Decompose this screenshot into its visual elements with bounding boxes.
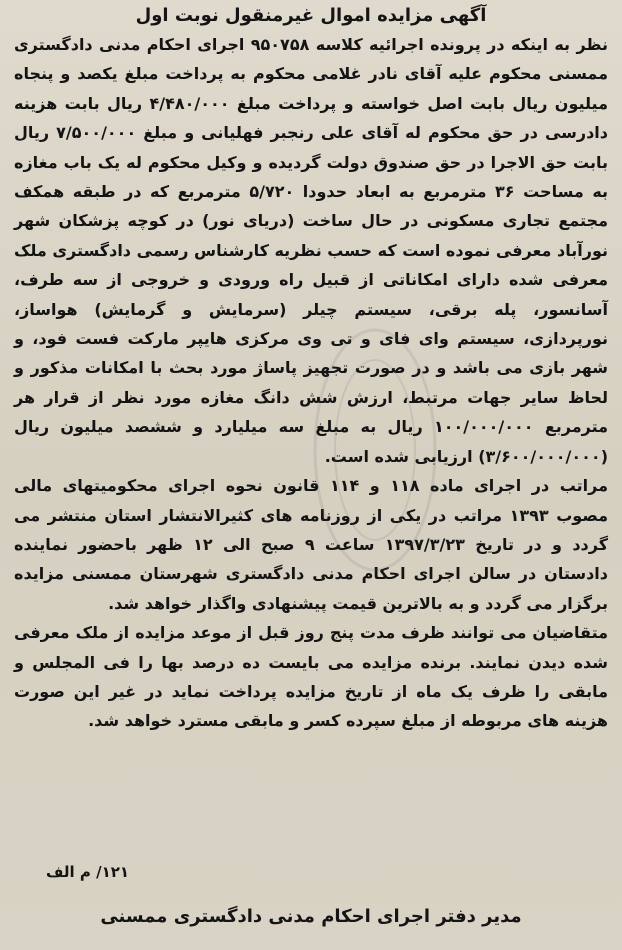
footer-signature: مدیر دفتر اجرای احکام مدنی دادگستری ممسنی (100, 906, 522, 927)
notice-title: آگهی مزایده اموال غیرمنقول نوبت اول (135, 5, 487, 26)
notice-paragraph-1: نظر به اینکه در پرونده اجرائیه کلاسه ۹۵۰۷۵۸ اجرای احکام مدنی دادگستری ممسنی محکوم علیه آقای نادر غلامی محکوم به پرداخت مبلغ یکصد و پنجاه میلیون ریال بابت اصل خواسته و پرداخت مبلغ ۴/۴۸۰/۰۰۰ ریال بابت هزینه دادرسی در حق محکوم له آقای علی رنجبر فهلیانی و مبلغ ۷/۵۰۰/۰۰۰ ریال بابت حق الاجرا در حق صندوق دولت گردیده و وکیل محکوم له یک باب مغازه به مساحت ۳۶ مترمربع به ابعاد حدودا ۵/۷۲۰ مترمربع که در طبقه همکف مجتمع تجاری مسکونی در حال ساخت (دریای نور) در کوچه پزشکان شهر نورآباد معرفی نموده است که حسب نظریه کارشناس رسمی دادگستری ملک معرفی شده دارای امکاناتی از قبیل راه ورودی و خروجی از سه طرف، آسانسور، پله برقی، سیستم چیلر (سرمایش و گرمایش) هواساز، نورپردازی، سیستم وای فای و تی وی مرکزی هایپر مارکت فست فود، و شهر بازی می باشد و در صورت تجهیز پاساژ مورد بحث با امکانات مذکور و لحاظ سایر جهات مرتبط، ارزش شش دانگ مغازه مورد نظر از قرار هر مترمربع ۱۰۰/۰۰۰/۰۰۰ ریال به مبلغ سه میلیارد و ششصد میلیون ریال (۳/۶۰۰/۰۰۰/۰۰۰) ارزیابی شده است. (13, 35, 609, 466)
reference-code: ۱۲۱/ م الف (46, 863, 130, 881)
notice-paragraph-2: مراتب در اجرای ماده ۱۱۸ و ۱۱۴ قانون نحوه اجرای محکومیتهای مالی مصوب ۱۳۹۳ مراتب در یکی از روزنامه های کثیرالانتشار استان منتشر می گردد و در تاریخ ۱۳۹۷/۳/۲۳ ساعت ۹ صبح الی ۱۲ ظهر باحضور نماینده دادستان در سالن اجرای احکام مدنی دادگستری شهرستان ممسنی مزایده برگزار می گردد و به بالاترین قیمت پیشنهادی واگذار خواهد شد. (14, 476, 609, 613)
notice-paragraph-3: متقاضیان می توانند ظرف مدت پنج روز قبل از موعد مزایده از ملک معرفی شده دیدن نمایند. برنده مزایده می بایست ده درصد بها را فی المجلس و مابقی را ظرف یک ماه از تاریخ مزایده پرداخت نماید در غیر این صورت هزینه های مربوطه از مبلغ سپرده کسر و مابقی مسترد خواهد شد. (14, 623, 608, 731)
